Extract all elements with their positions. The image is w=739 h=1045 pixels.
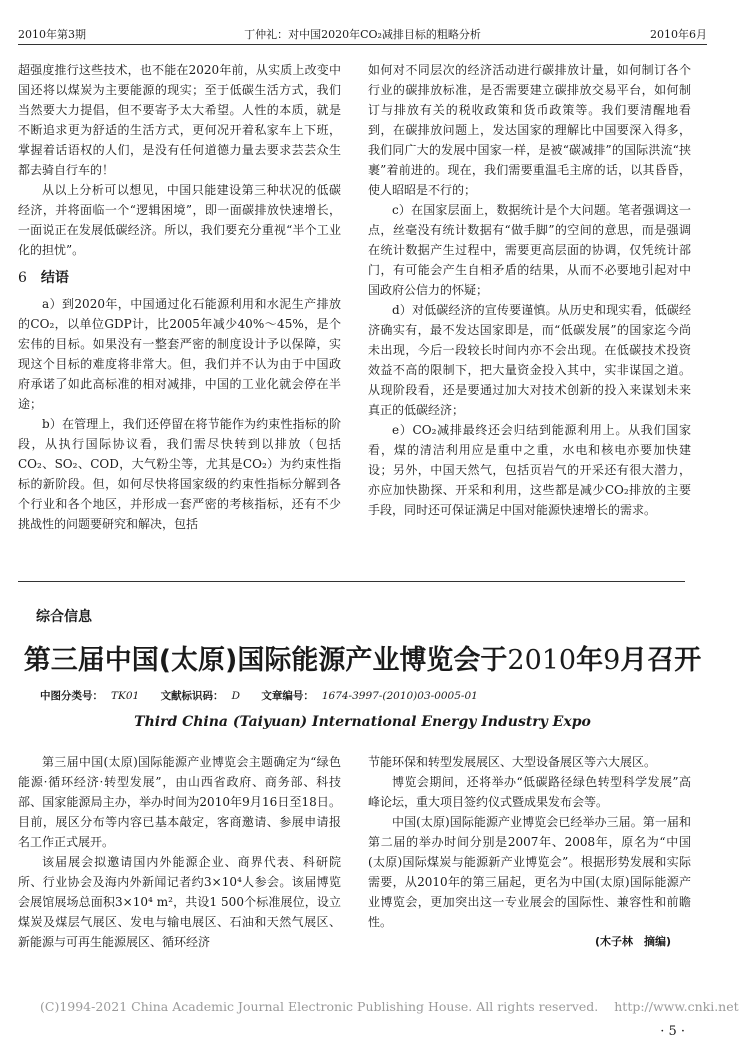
news-paragraph: 中国(太原)国际能源产业博览会已经举办三届。第一届和第二届的举办时间分别是2007年、2008年，原名为“中国(太原)国际煤炭与能源新产业博览会”。根据形势发展和实际需要，从2010年的第三届起，更名为中国(太原)国际能源产业博览会，更加突出这一专业展会的国际性、兼容性和前瞻性。	[368, 815, 691, 929]
section-heading	[18, 268, 341, 288]
body-paragraph: a）到2020年，中国通过化石能源利用和水泥生产排放的CO₂，以单位GDP计，比2005年减少40%～45%，是个宏伟的目标。如果没有一整套严密的制度设计予以保障，实现这个目标的难度将非常大。但，我们并不认为由于中国政府承诺了如此高标准的相对减排，中国的工业化就会停在半途；	[18, 297, 341, 411]
section-title: 结语	[40, 270, 69, 286]
article-right-column	[368, 60, 691, 520]
news-left-column	[18, 752, 341, 952]
article-metadata	[40, 688, 496, 703]
news-paragraph: 该届展会拟邀请国内外能源企业、商界代表、科研院所、行业协会及海内外新闻记者约3×10⁴人参会。该届博览会展馆展场总面积3×10⁴ m²，共设1 500个标准展位，设立煤炭及煤层气展区、发电与输电展区、石油和天然气展区、新能源与可再生能源展区、循环经济	[18, 855, 341, 949]
english-title: Third China (Taiyuan) International Energy Industry Expo	[134, 714, 591, 730]
news-section-label: 综合信息	[36, 609, 92, 625]
article-running-title: 丁仲礼：对中国2020年CO₂减排目标的粗略分析	[244, 28, 481, 41]
news-right-column	[368, 752, 691, 952]
article-left-column	[18, 60, 341, 534]
issue-info: 2010年第3期	[18, 28, 86, 41]
news-title-year: 2010	[507, 645, 577, 676]
article-number: 文章编号： 1674-3997-(2010)03-0005-01	[261, 690, 478, 702]
clc-number: 中图分类号： TK01	[40, 690, 140, 702]
body-paragraph: 从以上分析可以想见，中国只能建设第三种状况的低碳经济，并将面临一个“逻辑困境”，即一面碳排放快速增长，一面说正在发展低碳经济。所以，我们要充分重视“半个工业化的担忧”。	[18, 183, 341, 257]
body-paragraph: 如何对不同层次的经济活动进行碳排放计量，如何制订各个行业的碳排放标准，是否需要建立碳排放交易平台，如何制订与排放有关的税收政策和货币政策等。我们要清醒地看到，在碳排放问题上，发达国家的理解比中国要深入得多，我们同广大的发展中国家一样，是被“碳减排”的国际洪流“挟裹”着前进的。现在，我们需要重温毛主席的话，以其昏昏，使人昭昭是不行的；	[368, 63, 691, 197]
section-number: 6	[18, 270, 27, 286]
news-paragraph: 博览会期间，还将举办“低碳路径绿色转型科学发展”高峰论坛，重大项目签约仪式暨成果发布会等。	[368, 775, 691, 809]
doc-code: 文献标识码： D	[160, 690, 240, 702]
section-divider	[18, 581, 685, 582]
news-title	[0, 638, 725, 677]
news-title-part: 月召开	[620, 645, 702, 676]
body-paragraph: d）对低碳经济的宣传要谨慎。从历史和现实看，低碳经济确实有，最不发达国家即是，而“低碳发展”的国家迄今尚未出现，今后一段较长时间内亦不会出现。在低碳技术投资效益不高的限制下，把大量资金投入其中，实非谋国之道。从现阶段看，还是要通过加大对技术创新的投入来谋划未来真正的低碳经济；	[368, 303, 691, 417]
body-paragraph: b）在管理上，我们还停留在将节能作为约束性指标的阶段，从执行国际协议看，我们需尽快转到以排放（包括CO₂、SO₂、COD，大气粉尘等，尤其是CO₂）为约束性指标的新阶段。但，如何尽快将国家级的约束性指标分解到各个行业和各个地区，并形成一套严密的考核指标，还有不少挑战性的问题要研究和解决，包括	[18, 417, 341, 531]
footer-copyright	[40, 999, 739, 1014]
editor-credit: (木子林 摘编)	[594, 935, 671, 948]
issue-date: 2010年6月	[650, 28, 707, 41]
footer-url[interactable]: http://www.cnki.net	[614, 999, 739, 1014]
news-title-part: 第三届中国(太原)国际能源产业博览会于	[23, 645, 508, 676]
page-number: · 5 ·	[660, 1024, 685, 1039]
body-paragraph: 超强度推行这些技术，也不能在2020年前，从实质上改变中国还将以煤炭为主要能源的现实；至于低碳生活方式，我们当然要大力提倡，但不要寄予太大希望。人性的本质，就是不断追求更为舒适的生活方式，更何况开着私家车上下班，掌握着话语权的人们，是没有任何道德力量去要求芸芸众生都去骑自行车的！	[18, 63, 341, 177]
news-paragraph: 节能环保和转型发展展区、大型设备展区等六大展区。	[368, 755, 657, 769]
news-title-part: 年	[576, 645, 604, 676]
news-paragraph: 第三届中国(太原)国际能源产业博览会主题确定为“绿色能源·循环经济·转型发展”，由山西省政府、商务部、科技部、国家能源局主办，举办时间为2010年9月16日至18日。目前，展区分布等内容已基本敲定，客商邀请、参展申请报名工作正式展开。	[18, 755, 341, 849]
running-header	[18, 24, 707, 45]
body-paragraph: c）在国家层面上，数据统计是个大问题。笔者强调这一点，丝毫没有统计数据有“做手脚”的空间的意思，而是强调在统计数据产生过程中，需要更高层面的协调，仅凭统计部门，有可能会产生自相矛盾的结果，从而不必要地引起对中国政府公信力的怀疑；	[368, 203, 691, 297]
news-title-month: 9	[603, 645, 621, 676]
copyright-text: (C)1994-2021 China Academic Journal Electronic Publishing House. All rights reserved.	[40, 999, 599, 1014]
body-paragraph: e）CO₂减排最终还会归结到能源利用上。从我们国家看，煤的清洁利用应是重中之重，水电和核电亦要加快建设；另外，中国天然气，包括页岩气的开采还有很大潜力，亦应加快勘探、开采和利用，这些都是减少CO₂排放的主要手段，同时还可保证满足中国对能源快速增长的需求。	[368, 423, 691, 517]
